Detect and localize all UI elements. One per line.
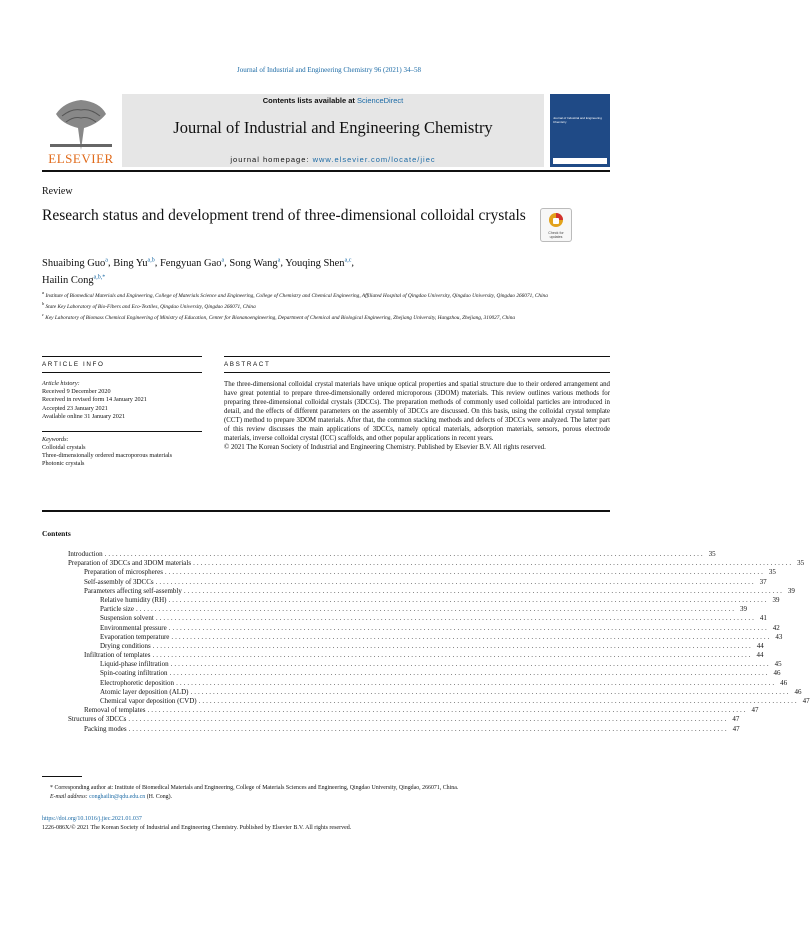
- abstract-body: [224, 380, 610, 452]
- toc-title: Evaporation temperature: [100, 632, 170, 641]
- abstract-text: The three-dimensional colloidal crystal materials have unique optical properties and spatial structure due to their ordered arrangement and have great potential to prepare three-dimensionally ordered microporous (3DOM) materials. This review outlines various methods for preparing three-dimensional colloidal crystals (3DCCs). The preparation methods of commonly used colloidal particles are introduced in detail, and the effects of different parameters on the assembly of 3DCCs are discussed. On this basis, using the colloidal crystal template (CCT) method to prepare 3DOM materials. After that, the common stacking methods and defects of 3DCCs were analyzed. The latter part of this review discusses the main applications of 3DCCs, namely optical materials, adsorption materials, sensors, porous electrode materials, inverse colloidal crystal (ICC) scaffolds, and other popular applications in recent years.: [224, 381, 610, 442]
- toc-page: 35: [768, 568, 776, 577]
- cover-footer-band: [553, 158, 607, 164]
- toc-leader: ................................................................................................................................................................: [198, 697, 799, 705]
- toc-leader: ................................................................................................................................................................: [152, 641, 753, 650]
- toc-page: 47: [732, 724, 740, 733]
- toc-entry[interactable]: [68, 605, 748, 614]
- toc-title: Relative humidity (RH): [100, 595, 167, 604]
- toc-leader: ................................................................................................................................................................: [170, 660, 771, 669]
- affiliations: [42, 289, 562, 322]
- email-label: E-mail address:: [50, 793, 88, 800]
- toc-page: 46: [780, 678, 788, 687]
- toc-entry[interactable]: [68, 632, 783, 642]
- author[interactable]: Bing Yu$^{a,b}$: [113, 257, 155, 269]
- check-updates-icon: [541, 209, 571, 241]
- toc-title: Electrophoretic deposition: [100, 678, 175, 687]
- toc-title: Structures of 3DCCs: [68, 715, 127, 724]
- table-of-contents: [68, 550, 810, 734]
- toc-leader: ................................................................................................................................................................: [152, 651, 753, 660]
- toc-leader: ................................................................................................................................................................: [168, 595, 769, 604]
- affiliation: $^b$ State Key Laboratory of Bio-Fibers and Eco-Textiles, Qingdao University, Qingdao 266071, China: [42, 301, 256, 310]
- svg-text:updates: updates: [549, 235, 563, 239]
- history-item: Available online 31 January 2021: [42, 412, 126, 420]
- toc-leader: ................................................................................................................................................................: [168, 623, 769, 632]
- toc-leader: ................................................................................................................................................................: [104, 550, 705, 558]
- article-info: [42, 380, 202, 468]
- toc-title: Particle size: [100, 605, 135, 614]
- history-label: Article history:: [42, 380, 80, 387]
- keyword: Photonic crystals: [42, 460, 85, 468]
- toc-page: 37: [759, 577, 767, 586]
- toc-title: Self-assembly of 3DCCs: [84, 577, 154, 586]
- toc-leader: ................................................................................................................................................................: [136, 605, 737, 614]
- toc-entry[interactable]: [68, 687, 802, 697]
- toc-page: 47: [751, 706, 759, 715]
- toc-page: 46: [773, 669, 781, 678]
- toc-entry[interactable]: [68, 724, 740, 734]
- author-list: Shuaibing Guo$^a$, Bing Yu$^{a,b}$, Fengyuan Gao$^a$, Song Wang$^a$, Youqing Shen$^{a,c}$, Hailin Cong$^{a,b,*}$: [42, 257, 355, 286]
- contents-heading: Contents: [42, 529, 71, 538]
- elsevier-logo: [42, 94, 120, 167]
- toc-entry[interactable]: [68, 586, 795, 596]
- toc-entry[interactable]: [68, 559, 805, 568]
- toc-title: Preparation of 3DCCs and 3DOM materials: [68, 559, 192, 568]
- cover-title: Journal of Industrial and Engineering Chemistry: [553, 116, 602, 124]
- toc-page: 45: [774, 660, 782, 669]
- toc-page: 47: [732, 715, 740, 724]
- toc-leader: ................................................................................................................................................................: [193, 559, 794, 568]
- toc-page: 39: [772, 595, 780, 604]
- doi-link[interactable]: https://doi.org/10.1016/j.jiec.2021.01.037: [42, 816, 142, 822]
- author[interactable]: Shuaibing Guo$^a$: [42, 257, 108, 269]
- author[interactable]: Fengyuan Gao$^a$: [159, 257, 225, 269]
- homepage-link[interactable]: www.elsevier.com/locate/jiec: [312, 155, 436, 164]
- author[interactable]: Hailin Cong$^{a,b,*}$: [42, 274, 106, 286]
- toc-page: 41: [759, 614, 767, 623]
- toc-leader: ................................................................................................................................................................: [190, 687, 791, 696]
- abstract-bottom-rule: [42, 510, 610, 512]
- toc-leader: ................................................................................................................................................................: [128, 724, 729, 733]
- toc-leader: ................................................................................................................................................................: [155, 614, 756, 623]
- toc-leader: ................................................................................................................................................................: [171, 632, 772, 641]
- toc-entry[interactable]: [68, 577, 767, 587]
- info-head-rule: [42, 372, 202, 373]
- toc-title: Drying conditions: [100, 641, 151, 650]
- abstract-copyright: © 2021 The Korean Society of Industrial and Engineering Chemistry. Published by Elsevier B.V. All rights reserved.: [224, 444, 546, 451]
- toc-title: Parameters affecting self-assembly: [84, 586, 182, 595]
- keywords-rule: [42, 431, 202, 432]
- toc-leader: ................................................................................................................................................................: [183, 586, 784, 595]
- toc-leader: ................................................................................................................................................................: [169, 669, 770, 678]
- contents-prefix: Contents lists available at: [262, 96, 357, 105]
- author[interactable]: Youqing Shen$^{a,c}$: [285, 257, 352, 269]
- toc-leader: ................................................................................................................................................................: [164, 568, 765, 577]
- publisher-wordmark: ELSEVIER: [48, 151, 114, 166]
- toc-entry[interactable]: [68, 669, 781, 678]
- abstract-heading: ABSTRACT: [224, 361, 271, 368]
- toc-page: 39: [787, 586, 795, 595]
- toc-entry[interactable]: [68, 651, 764, 660]
- toc-entry[interactable]: [68, 595, 780, 605]
- toc-page: 44: [756, 641, 764, 650]
- toc-page: 46: [794, 687, 802, 696]
- toc-leader: ................................................................................................................................................................: [155, 577, 756, 586]
- toc-entry[interactable]: [68, 614, 767, 623]
- history-item: Received 9 December 2020: [42, 388, 111, 396]
- affiliation: $^a$ Institute of Biomedical Materials and Engineering, College of Materials Science and Engineering, College of Chemistry and Chemical Engineering, Affiliated Hospital of Qingdao University, Qingdao University, Qingdao 266071, China: [42, 290, 548, 299]
- toc-entry[interactable]: [68, 678, 788, 688]
- toc-page: 35: [797, 559, 805, 568]
- toc-title: Preparation of microspheres: [84, 568, 163, 577]
- toc-title: Introduction: [68, 550, 103, 558]
- history-item: Received in revised form 14 January 2021: [42, 396, 147, 404]
- toc-entry[interactable]: [68, 623, 780, 633]
- sciencedirect-link[interactable]: ScienceDirect: [356, 96, 404, 105]
- footnote-rule: [42, 776, 82, 777]
- keyword: Three-dimensionally ordered macroporous materials: [42, 451, 173, 459]
- toc-leader: ................................................................................................................................................................: [128, 715, 729, 724]
- toc-title: Infiltration of templates: [84, 651, 151, 660]
- abstract-top-rule: [224, 356, 610, 357]
- footnote-text: Corresponding author at: Institute of Biomedical Materials and Engineering, College of Materials Sciences and Engineering, Qingdao University, Qingdao, 266071, China.: [54, 785, 459, 791]
- toc-entry[interactable]: [68, 697, 810, 706]
- toc-title: Spin-coating infiltration: [100, 669, 168, 678]
- check-for-updates-badge[interactable]: [540, 208, 572, 242]
- toc-page: 44: [756, 651, 764, 660]
- keyword: Colloidal crystals: [42, 443, 86, 451]
- keywords-label: Keywords:: [42, 435, 69, 443]
- abstract-head-rule: [224, 372, 610, 373]
- homepage-prefix: journal homepage:: [230, 155, 313, 164]
- svg-text:Check for: Check for: [548, 231, 564, 235]
- journal-cover-thumbnail[interactable]: [550, 94, 610, 167]
- journal-homepage: [122, 155, 544, 164]
- toc-entry[interactable]: [68, 715, 740, 724]
- email-suffix: (H. Cong).: [146, 793, 173, 800]
- toc-page: 47: [802, 697, 810, 705]
- toc-title: Packing modes: [84, 724, 127, 733]
- toc-entry[interactable]: [68, 660, 782, 669]
- elsevier-tree-icon: [42, 94, 120, 152]
- info-top-rule: [42, 356, 202, 357]
- email-link[interactable]: conghailin@qdu.edu.cn: [89, 793, 146, 800]
- corresponding-footnote: [50, 784, 610, 801]
- article-type: Review: [42, 186, 73, 197]
- toc-title: Chemical vapor deposition (CVD): [100, 697, 197, 705]
- doi-block: [42, 815, 351, 832]
- history-item: Accepted 23 January 2021: [42, 404, 108, 412]
- toc-leader: ................................................................................................................................................................: [147, 706, 748, 715]
- issn-copyright: 1226-086X/© 2021 The Korean Society of Industrial and Engineering Chemistry. Published by Elsevier B.V. All rights reserved.: [42, 824, 352, 831]
- toc-leader: ................................................................................................................................................................: [176, 678, 777, 687]
- journal-title: Journal of Industrial and Engineering Chemistry: [173, 118, 493, 137]
- footnote-mark: *: [50, 785, 53, 791]
- contents-availability: [122, 96, 544, 105]
- toc-title: Atomic layer deposition (ALD): [100, 687, 189, 696]
- toc-title: Removal of templates: [84, 706, 146, 715]
- toc-page: 39: [740, 605, 748, 614]
- author[interactable]: Song Wang$^a$: [229, 257, 281, 269]
- toc-entry[interactable]: [68, 550, 716, 559]
- toc-entry[interactable]: [68, 706, 759, 715]
- toc-title: Liquid-phase infiltration: [100, 660, 169, 669]
- affiliation: $^c$ Key Laboratory of Biomass Chemical Engineering of Ministry of Education, Center for Bionanoengineering, Department of Chemical and Biological Engineering, Zhejiang University, Hangzhou, Zhejiang, 310027, China: [42, 312, 516, 321]
- toc-entry[interactable]: [68, 641, 764, 651]
- article-title: Research status and development trend of three-dimensional colloidal crystals: [42, 207, 526, 224]
- toc-page: 42: [772, 623, 780, 632]
- article-info-heading: ARTICLE INFO: [42, 361, 105, 368]
- toc-page: 35: [708, 550, 716, 558]
- toc-page: 43: [775, 632, 783, 641]
- toc-title: Suspension solvent: [100, 614, 154, 623]
- toc-title: Environmental pressure: [100, 623, 167, 632]
- journal-reference[interactable]: Journal of Industrial and Engineering Chemistry 96 (2021) 34–58: [237, 66, 421, 74]
- toc-entry[interactable]: [68, 568, 776, 577]
- header-rule: [42, 170, 610, 172]
